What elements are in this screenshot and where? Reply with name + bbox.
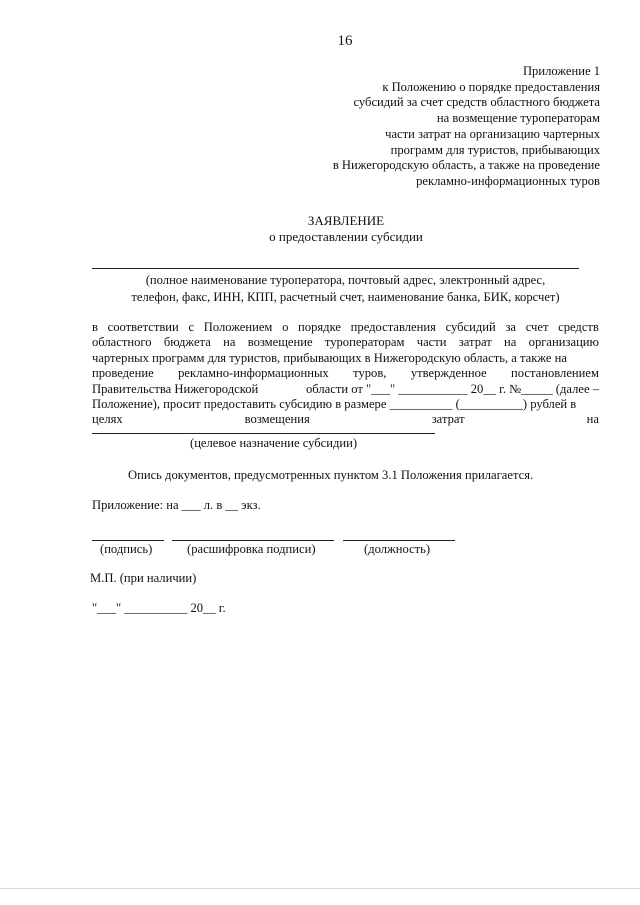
purpose-blank-line bbox=[92, 433, 435, 434]
decoding-label: (расшифровка подписи) bbox=[187, 542, 316, 556]
appendix-block bbox=[333, 64, 600, 190]
stamp-note: М.П. (при наличии) bbox=[90, 571, 197, 585]
application-body bbox=[92, 320, 599, 428]
appendix-line: на возмещение туроператорам bbox=[436, 111, 600, 126]
document-heading bbox=[0, 213, 640, 245]
body-line: Положение), просит предоставить субсидию в размере __________ (__________) рублей в bbox=[92, 397, 577, 412]
position-blank-line bbox=[343, 540, 455, 541]
inventory-note: Опись документов, предусмотренных пунктом 3.1 Положения прилагается. bbox=[128, 468, 534, 482]
document-title: ЗАЯВЛЕНИЕ bbox=[307, 213, 385, 228]
appendix-line: рекламно-информационных туров bbox=[416, 173, 600, 188]
body-line: чартерных программ для туристов, прибывающих в Нижегородскую область, а также на bbox=[92, 350, 567, 365]
appendix-line: к Положению о порядке предоставления bbox=[382, 79, 600, 94]
position-label: (должность) bbox=[364, 542, 431, 556]
body-line: областного бюджета на возмещение туроператорам части затрат на организацию bbox=[92, 335, 599, 350]
scan-edge-line bbox=[0, 888, 640, 889]
appendix-line: в Нижегородскую область, а также на проведение bbox=[332, 158, 600, 173]
decoding-blank-line bbox=[172, 540, 334, 541]
signature-label: (подпись) bbox=[100, 542, 153, 556]
page-number: 16 bbox=[337, 33, 353, 49]
appendix-line: программ для туристов, прибывающих bbox=[390, 142, 600, 157]
attachment-line: Приложение: на ___ л. в __ экз. bbox=[92, 498, 261, 512]
body-line: в соответствии с Положением о порядке предоставления субсидий за счет средств bbox=[92, 320, 599, 334]
appendix-line: части затрат на организацию чартерных bbox=[385, 126, 600, 141]
body-line: целях возмещения затрат на bbox=[92, 412, 599, 427]
purpose-hint: (целевое назначение субсидии) bbox=[190, 436, 358, 450]
body-line: Правительства Нижегородской области от "___" ___________ 20__ г. №_____ (далее – bbox=[92, 381, 599, 396]
appendix-line: субсидий за счет средств областного бюджета bbox=[353, 95, 600, 110]
body-line: проведение рекламно-информационных туров, утвержденное постановлением bbox=[92, 366, 599, 381]
signature-blank-line bbox=[92, 540, 164, 541]
applicant-hint bbox=[92, 272, 599, 306]
appendix-line: Приложение 1 bbox=[522, 64, 600, 78]
date-line: "___" __________ 20__ г. bbox=[92, 601, 226, 615]
document-subtitle: о предоставлении субсидии bbox=[269, 229, 423, 244]
applicant-name-blank-line bbox=[92, 268, 579, 269]
applicant-hint-line: (полное наименование туроператора, почтовый адрес, электронный адрес, bbox=[145, 273, 546, 287]
applicant-hint-line: телефон, факс, ИНН, КПП, расчетный счет, наименование банка, БИК, корсчет) bbox=[131, 290, 560, 305]
